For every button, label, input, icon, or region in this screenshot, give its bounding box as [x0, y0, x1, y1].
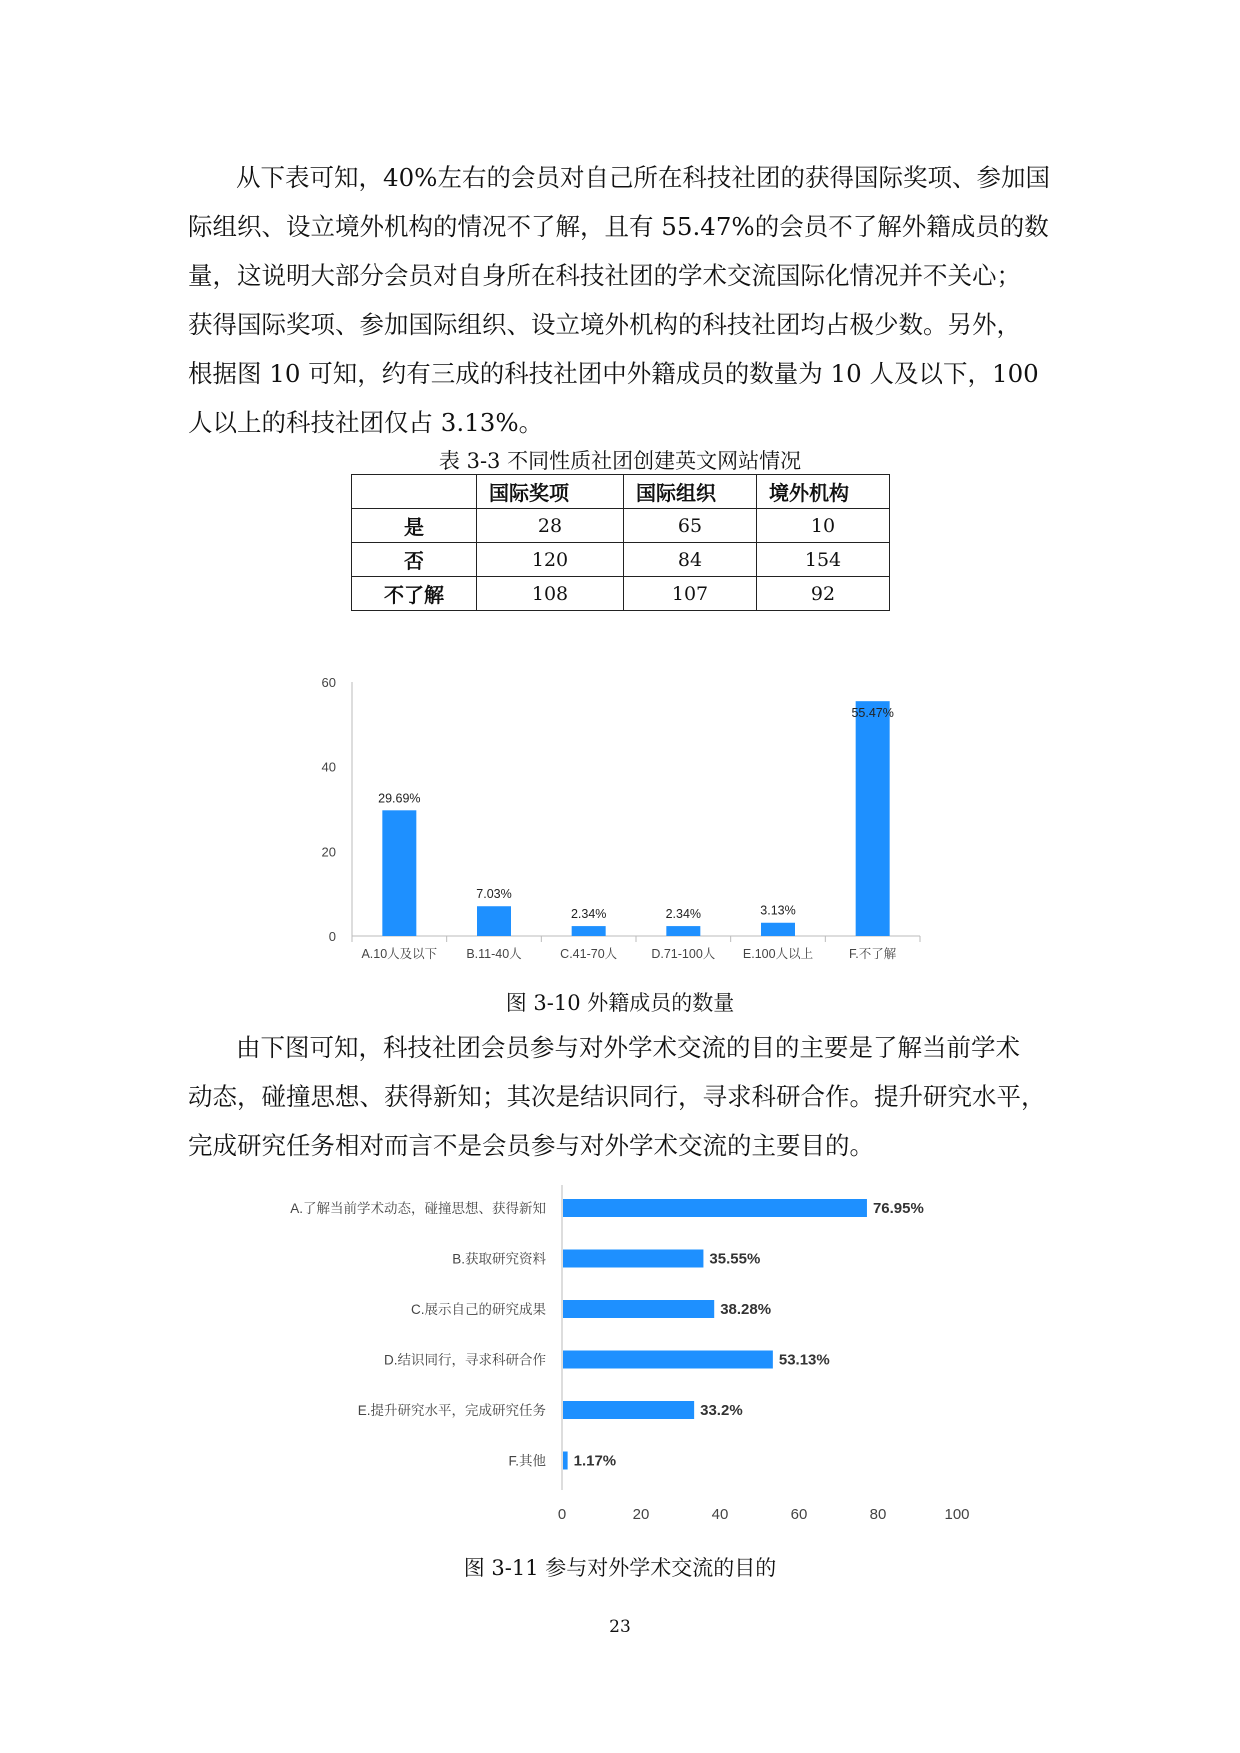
data-label: 1.17%: [573, 1452, 617, 1470]
table-row-label: 否: [352, 543, 477, 577]
x-tick-label: 60: [790, 1506, 808, 1523]
bar: [477, 906, 511, 936]
bar: [563, 1199, 867, 1217]
bar: [563, 1401, 694, 1419]
x-tick-label: 20: [632, 1506, 650, 1523]
figure-3-10-caption: 图 3-10 外籍成员的数量: [505, 991, 735, 1015]
data-label: 3.13%: [760, 903, 796, 918]
table-cell: 84: [624, 543, 757, 577]
x-tick-label: E.100人以上: [742, 947, 814, 961]
x-tick-label: F.不了解: [849, 947, 897, 961]
table-row: [352, 543, 890, 577]
bar: [563, 1250, 703, 1268]
category-label: D.结识同行，寻求科研合作: [384, 1352, 546, 1368]
intro-line: 量，这说明大部分会员对自身所在科技社团的学术交流国际化情况并不关心；: [188, 261, 1021, 290]
table-header-cell: 境外机构: [757, 475, 890, 509]
intro-line: 人以上的科技社团仅占 3.13%。: [188, 408, 544, 437]
bar: [382, 810, 416, 936]
x-tick-label: 40: [711, 1506, 729, 1523]
table-header-cell: 国际组织: [624, 475, 757, 509]
table-cell: 28: [477, 509, 624, 543]
y-tick-label: 20: [321, 844, 336, 860]
category-label: A.了解当前学术动态，碰撞思想、获得新知: [290, 1201, 546, 1216]
data-label: 2.34%: [570, 907, 607, 922]
bar: [856, 701, 890, 936]
data-label: 29.69%: [378, 791, 421, 806]
x-tick-label: B.11-40人: [466, 947, 522, 961]
data-label: 33.2%: [700, 1402, 743, 1419]
table-cell: 107: [624, 577, 757, 611]
statistics-table: [351, 474, 890, 611]
intro-line: 际组织、设立境外机构的情况不了解，且有 55.47%的会员不了解外籍成员的数: [188, 212, 1049, 241]
data-label: 76.95%: [872, 1200, 924, 1217]
table-cell: 120: [477, 543, 624, 577]
middle-line: 由下图可知，科技社团会员参与对外学术交流的目的主要是了解当前学术: [236, 1033, 1020, 1062]
exchange-purpose-chart: [260, 1185, 1000, 1525]
table-header-row: [352, 475, 890, 509]
category-label: C.展示自己的研究成果: [411, 1302, 546, 1317]
table-row-label: 是: [352, 509, 477, 543]
y-tick-label: 40: [321, 759, 336, 775]
intro-paragraph: [188, 153, 1050, 447]
table-cell: 92: [757, 577, 890, 611]
table-cell: 154: [757, 543, 890, 577]
table-caption: 表 3-3 不同性质社团创建英文网站情况: [438, 449, 802, 473]
middle-line: 动态，碰撞思想、获得新知；其次是结识同行，寻求科研合作。提升研究水平，: [188, 1082, 1046, 1111]
table-row: [352, 509, 890, 543]
bar: [761, 923, 795, 936]
x-tick-label: 100: [944, 1506, 970, 1523]
data-label: 53.13%: [778, 1351, 830, 1369]
table-header-cell: 国际奖项: [477, 475, 624, 509]
intro-line: 根据图 10 可知，约有三成的科技社团中外籍成员的数量为 10 人及以下，100: [188, 359, 1039, 388]
y-tick-label: 0: [328, 929, 336, 944]
data-label: 2.34%: [665, 907, 702, 922]
middle-line: 完成研究任务相对而言不是会员参与对外学术交流的主要目的。: [188, 1131, 874, 1160]
x-tick-label: 0: [557, 1506, 567, 1523]
table-row: [352, 577, 890, 611]
x-tick-label: C.41-70人: [560, 947, 618, 961]
page-number: 23: [609, 1617, 631, 1637]
intro-line: 从下表可知，40%左右的会员对自己所在科技社团的获得国际奖项、参加国: [236, 163, 1050, 192]
foreign-members-chart: [300, 660, 940, 970]
table-cell: 65: [624, 509, 757, 543]
bar: [563, 1452, 568, 1470]
intro-line: 获得国际奖项、参加国际组织、设立境外机构的科技社团均占极少数。另外，: [188, 310, 1021, 339]
table-cell: 108: [477, 577, 624, 611]
figure-3-11-caption: 图 3-11 参与对外学术交流的目的: [463, 1556, 777, 1580]
table-corner-cell: [352, 475, 477, 509]
bar: [666, 926, 700, 936]
data-label: 35.55%: [709, 1250, 761, 1268]
y-tick-label: 60: [321, 675, 336, 690]
x-tick-label: D.71-100人: [651, 947, 716, 961]
x-tick-label: A.10人及以下: [361, 947, 438, 961]
data-label: 55.47%: [851, 706, 894, 721]
bar: [563, 1351, 773, 1369]
bar: [563, 1300, 714, 1318]
table-row-label: 不了解: [352, 577, 477, 611]
data-label: 38.28%: [720, 1301, 772, 1318]
data-label: 7.03%: [476, 887, 512, 902]
table-cell: 10: [757, 509, 890, 543]
category-label: B.获取研究资料: [452, 1251, 546, 1267]
category-label: E.提升研究水平，完成研究任务: [357, 1403, 546, 1418]
category-label: F.其他: [508, 1453, 546, 1469]
middle-paragraph: [188, 1023, 1050, 1170]
bar: [572, 926, 606, 936]
x-tick-label: 80: [869, 1506, 887, 1523]
